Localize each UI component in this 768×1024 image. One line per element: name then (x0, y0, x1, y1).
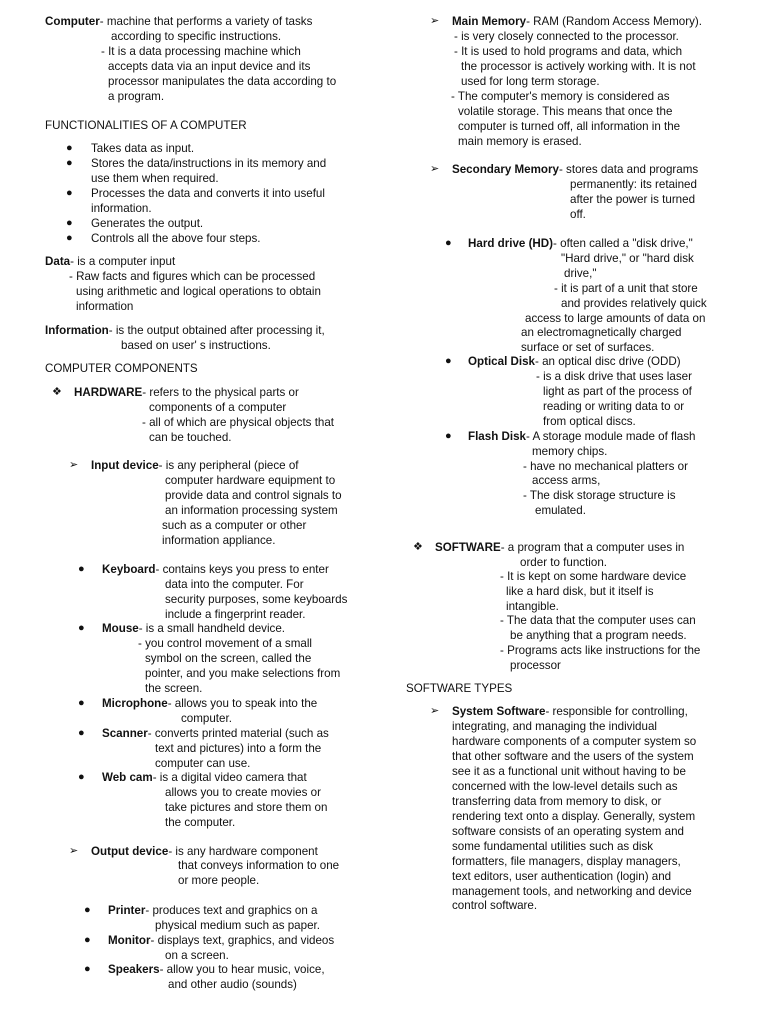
bullet-icon: ● (66, 142, 73, 154)
term-optical-disk: Optical Disk (468, 355, 536, 368)
arrow-bullet-icon: ➢ (430, 15, 440, 27)
bullet-icon: ● (66, 157, 73, 169)
term-main-memory: Main Memory (452, 15, 527, 28)
term-hardware: HARDWARE (74, 386, 143, 399)
bullet-icon: ● (66, 187, 73, 199)
diamond-bullet-icon: ❖ (413, 541, 423, 553)
term-input-device: Input device (91, 459, 159, 472)
diamond-bullet-icon: ❖ (52, 386, 62, 398)
term-webcam: Web cam (102, 771, 153, 784)
arrow-bullet-icon: ➢ (430, 705, 440, 717)
term-mouse: Mouse (102, 622, 139, 635)
term-data: Data (45, 255, 71, 268)
bullet-icon: ● (84, 963, 91, 975)
term-printer: Printer (108, 904, 146, 917)
bullet-icon: ● (78, 622, 85, 634)
bullet-icon: ● (78, 727, 85, 739)
term-computer: Computer (45, 15, 100, 28)
bullet-icon: ● (445, 237, 452, 249)
software-types-heading: SOFTWARE TYPES (406, 682, 513, 695)
term-information: Information (45, 324, 109, 337)
bullet-icon: ● (445, 430, 452, 442)
term-output-device: Output device (91, 845, 169, 858)
bullet-icon: ● (84, 934, 91, 946)
bullet-icon: ● (84, 904, 91, 916)
term-secondary-memory: Secondary Memory (452, 163, 559, 176)
bullet-icon: ● (66, 217, 73, 229)
term-software: SOFTWARE (435, 541, 501, 554)
term-flash-disk: Flash Disk (468, 430, 526, 443)
bullet-icon: ● (78, 563, 85, 575)
arrow-bullet-icon: ➢ (69, 459, 79, 471)
bullet-icon: ● (66, 232, 73, 244)
bullet-icon: ● (78, 697, 85, 709)
term-keyboard: Keyboard (102, 563, 156, 576)
term-system-software: System Software (452, 705, 546, 718)
term-scanner: Scanner (102, 727, 148, 740)
bullet-icon: ● (445, 355, 452, 367)
arrow-bullet-icon: ➢ (430, 163, 440, 175)
term-monitor: Monitor (108, 934, 151, 947)
term-microphone: Microphone (102, 697, 168, 710)
components-heading: COMPUTER COMPONENTS (45, 362, 198, 375)
arrow-bullet-icon: ➢ (69, 845, 79, 857)
term-hard-drive: Hard drive (HD) (468, 237, 554, 250)
term-speakers: Speakers (108, 963, 160, 976)
functionalities-heading: FUNCTIONALITIES OF A COMPUTER (45, 119, 247, 132)
bullet-icon: ● (78, 771, 85, 783)
